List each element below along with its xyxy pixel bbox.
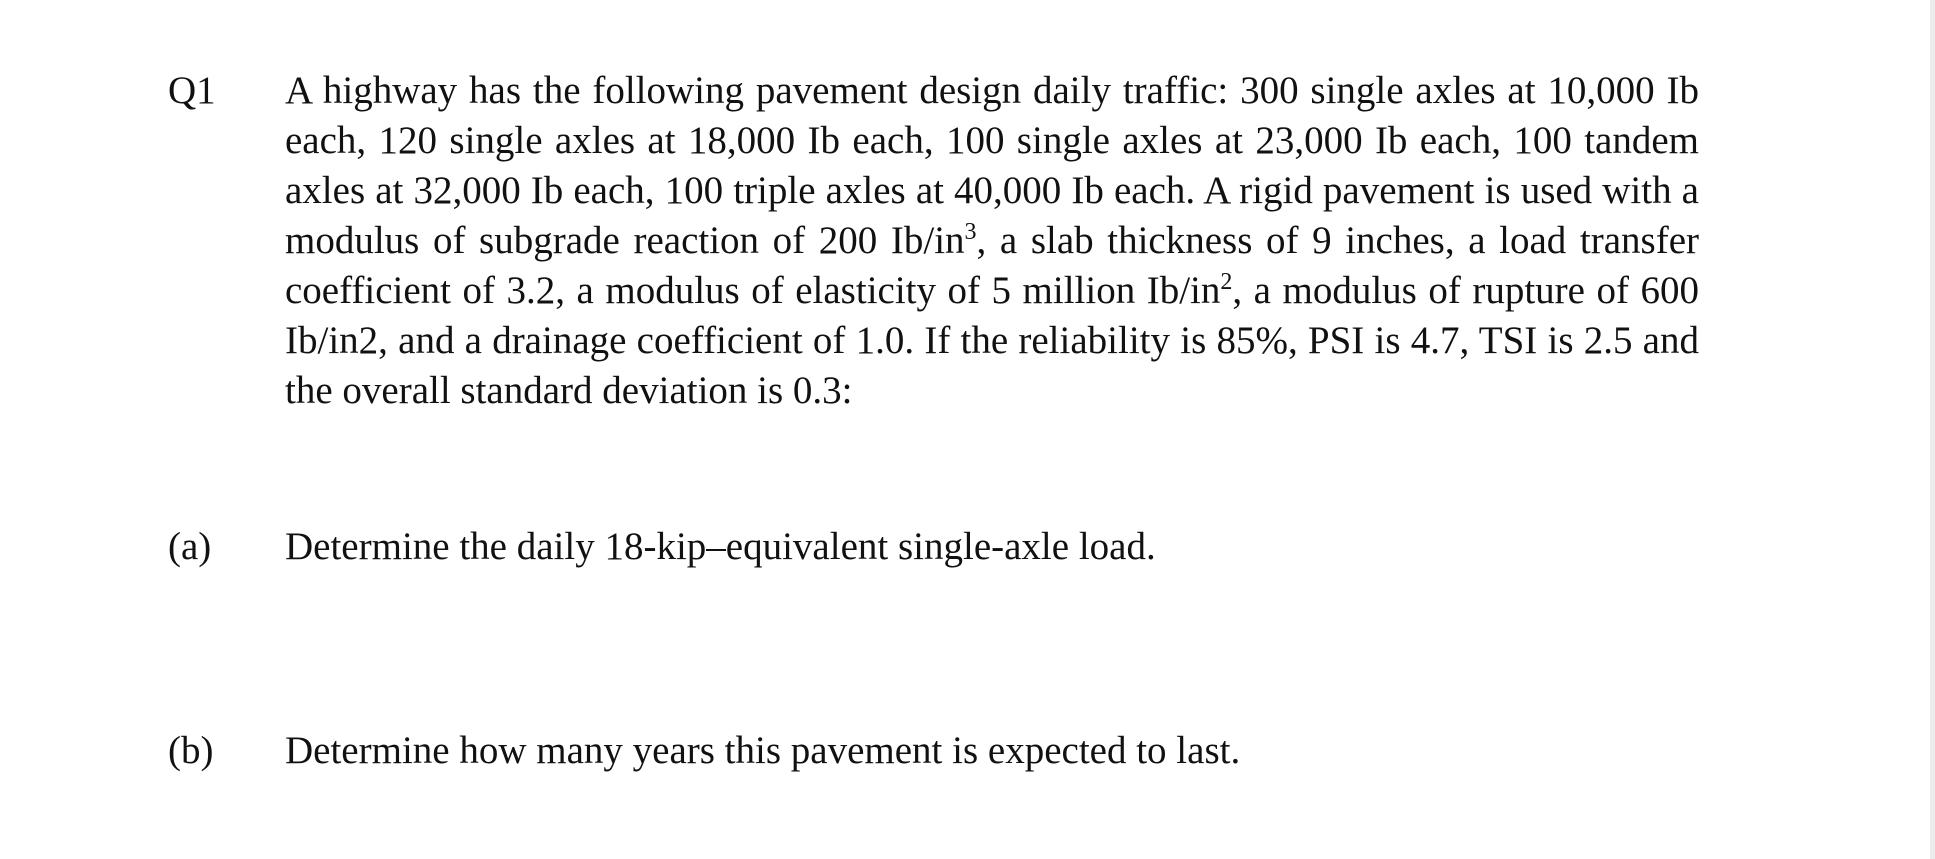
- question-text-part-1: A highway has the following pavement design daily traffic: 300 single axles at 10,000 Ib each, 120 single axles at 18,000 Ib each, 100 single axles at 23,000 Ib each, 100 tandem axles at 32,000 Ib each, 100 triple axles at 40,000 Ib each. A rigid pavement is used with a modulus of subgrade reaction of 200 Ib/in: [285, 69, 1699, 262]
- question-text-part-2: , a slab thickness of 9 inches, a load transfer coefficient of 3.2, a modulus of elasticity of 5 million Ib/in: [285, 219, 1699, 312]
- part-a-label: (a): [168, 525, 212, 568]
- question-text: [285, 66, 1699, 416]
- part-a-text: Determine the daily 18-kip–equivalent single-axle load.: [285, 525, 1156, 568]
- superscript-squared: 2: [1220, 269, 1233, 295]
- question-text-part-3: , a modulus of rupture of 600 Ib/in2, and a drainage coefficient of 1.0. If the reliability is 85%, PSI is 4.7, TSI is 2.5 and the overall standard deviation is 0.3:: [285, 269, 1699, 412]
- superscript-cubed: 3: [964, 219, 977, 245]
- part-b-label: (b): [168, 729, 214, 772]
- part-b-text: Determine how many years this pavement is expected to last.: [285, 729, 1241, 772]
- scrollbar[interactable]: [1930, 0, 1935, 859]
- question-label: Q1: [168, 69, 216, 112]
